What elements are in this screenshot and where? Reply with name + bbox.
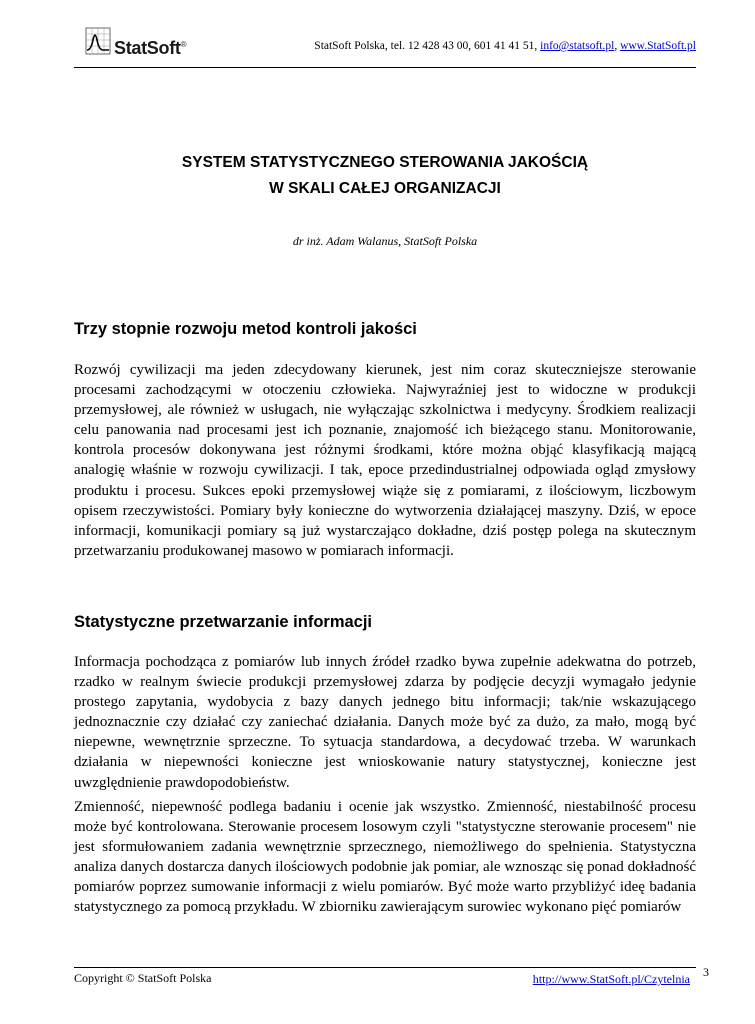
- section-2-paragraph-1: Informacja pochodząca z pomiarów lub innych źródeł rzadko bywa zupełnie adekwatna do potrzeb, rzadko w realnym świecie produkcji przemysłowej zdarza by podjęcie decyzji wymagało jedynie prostego zapytania, wydobycia z bazy danych jednego bitu informacji; tak/nie wskazującego jednoznacznie czy działać czy zaniechać działania. Danych może być za dużo, za mało, mogą być niepewne, wewnętrznie sprzeczne. To sytuacja standardowa, a decydować trzeba. W warunkach działania w niepewności konieczne jest wnioskowanie natury statystycznej, konieczne jest uwzględnienie prawdopodobieństw.: [74, 654, 696, 791]
- page-number: 3: [703, 965, 709, 979]
- page-header: [74, 24, 696, 66]
- section-1-paragraph-1: Rozwój cywilizacji ma jeden zdecydowany kierunek, jest nim coraz skuteczniejsze sterowanie procesami zachodzącymi w otoczeniu człowieka. Najwyraźniej jest to widoczne w produkcji przemysłowej, ale również w usługach, nie wyłączając szkolnictwa i medycyny. Środkiem realizacji celu panowania nad procesami jest ich poznanie, znajomość ich bieżącego stanu. Monitorowanie, kontrola procesów dokonywana jest różnymi środkami, które można objąć klasyfikacją mającą analogię właśnie w rozwoju cywilizacji. I tak, epoce przedindustrialnej odpowiada ogląd zmysłowy produktu i procesu. Sukces epoki przemysłowej wiąże się z pomiarami, z ilościowym, liczbowym opisem rzeczywistości. Pomiary były konieczne do wytworzenia działającej maszyny. Dziś, w epoce informacji, komunikacji pomiary są już wystarczająco dokładne, dziś postęp polega na skutecznym przetwarzaniu produkowanej masowo w pomiarach informacji.: [74, 362, 696, 559]
- footer-divider: [74, 967, 696, 968]
- title-line-2: W SKALI CAŁEJ ORGANIZACJI: [269, 180, 501, 197]
- title-line-1: SYSTEM STATYSTYCZNEGO STEROWANIA JAKOŚCIĄ: [181, 154, 589, 171]
- document-title: [74, 150, 696, 202]
- logo-wordmark: StatSoft®: [114, 38, 187, 58]
- header-divider: [74, 67, 696, 68]
- email-link[interactable]: info@statsoft.pl: [540, 40, 615, 52]
- footer-link[interactable]: http://www.StatSoft.pl/Czytelnia: [532, 972, 690, 986]
- contact-phones: StatSoft Polska, tel. 12 428 43 00, 601 41 41 51,: [314, 40, 541, 52]
- header-contact: StatSoft Polska, tel. 12 428 43 00, 601 41 41 51, info@statsoft.pl, www.StatSoft.pl: [314, 40, 696, 52]
- author-line: dr inż. Adam Walanus, StatSoft Polska: [292, 234, 478, 248]
- section-heading-2: Statystyczne przetwarzanie informacji: [74, 613, 373, 631]
- statsoft-logo: [84, 26, 214, 62]
- section-2-paragraph-2: Zmienność, niepewność podlega badaniu i ocenie jak wszystko. Zmienność, niestabilność procesu może być kontrolowana. Sterowanie procesem losowym czyli "statystyczne sterowanie procesem" nie jest sformułowaniem zadania wewnętrznie sprzecznego, niemożliwego do spełnienia. Statystyczna analiza danych dostarcza danych ilościowych podobnie jak pomiar, ale wznosząc się ponad dokładność pomiarów poprzez sumowanie informacji z wielu pomiarów. Być może warto przybliżyć ideę badania statystycznego za pomocą przykładu. W zbiorniku zawierającym surowiec wykonano pięć pomiarów: [74, 799, 696, 916]
- section-heading-1: Trzy stopnie rozwoju metod kontroli jakości: [74, 320, 417, 338]
- statsoft-logo-chart-icon: [84, 26, 112, 58]
- website-link[interactable]: www.StatSoft.pl: [620, 40, 696, 52]
- footer-copyright: Copyright © StatSoft Polska: [74, 971, 212, 985]
